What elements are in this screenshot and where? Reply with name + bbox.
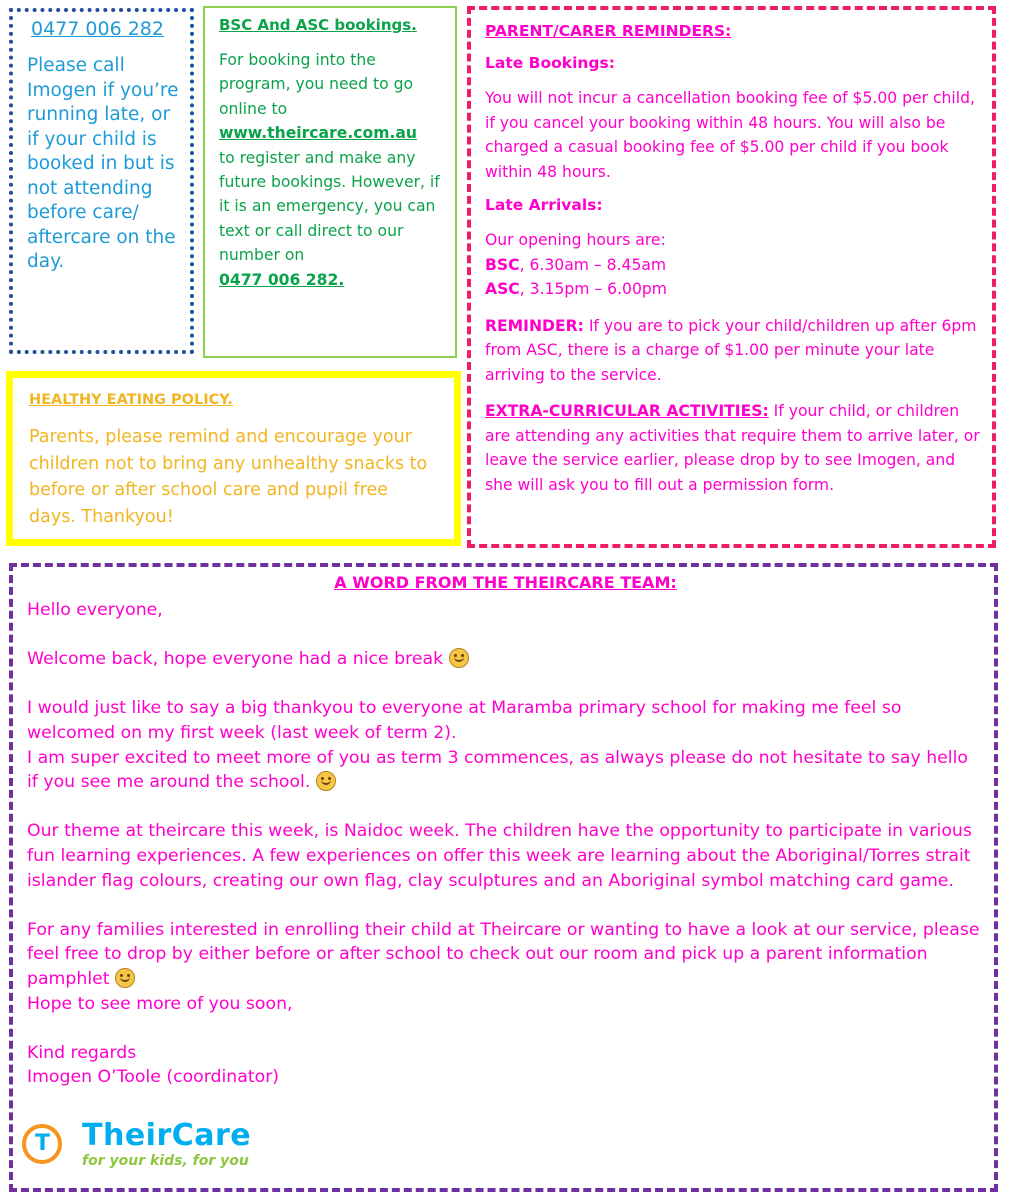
logo-wordmark: TheirCare (82, 1118, 252, 1153)
phone-contact-text: Please call Imogen if you’re running late, or if your child is booked in but is not attending before care/ aftercare on the day. (27, 55, 179, 272)
opening-hours: Our opening hours are: BSC, 6.30am – 8.45am ASC, 3.15pm – 6.00pm (485, 231, 667, 298)
logo-tagline: for your kids, for you (82, 1153, 249, 1169)
greeting: Hello everyone, (27, 600, 163, 620)
theircare-logo (22, 1120, 252, 1178)
healthy-eating-box (6, 371, 461, 546)
phone-contact-box (9, 8, 194, 354)
phone-number-link[interactable]: 0477 006 282 (31, 18, 164, 40)
smiley-icon (316, 771, 336, 791)
signature-line: Imogen O’Toole (coordinator) (27, 1067, 280, 1088)
word-from-team-box (9, 563, 998, 1192)
thanks-paragraph: I would just like to say a big thankyou to everyone at Maramba primary school for making me feel so welcomed on my first week (last week of term 2). (27, 698, 902, 743)
bookings-phone-number: 0477 006 282. (219, 270, 345, 289)
late-bookings-text: You will not incur a cancellation booking fee of $5.00 per child, if you cancel your booking within 48 hours. You will also be charged a casual booking fee of $5.00 per child if you book within 48 hours. (485, 89, 975, 181)
excited-paragraph: I am super excited to meet more of you as term 3 commences, as always please do not hesitate to say hello if you see me around the school. (27, 747, 968, 793)
bookings-title: BSC And ASC bookings. (219, 16, 417, 34)
pickup-reminder: REMINDER: If you are to pick your child/children up after 6pm from ASC, there is a charge of $1.00 per minute your late arriving to the service. (485, 316, 977, 384)
theme-paragraph: Our theme at theircare this week, is Naidoc week. The children have the opportunity to participate in various fun learning experiences. A few experiences on offer this week are learning about the Aboriginal/Torres strait islander flag colours, creating our own flag, clay sculptures and an Aboriginal symbol matching card game. (27, 821, 972, 891)
welcome-line: Welcome back, hope everyone had a nice break (27, 647, 984, 672)
word-from-team-title: A WORD FROM THE THEIRCARE TEAM: (334, 573, 677, 592)
bookings-text: For booking into the program, you need to go online to www.theircare.com.au to register and make any future bookings. However, if it is an emergency, you can text or call direct to our number on 0477 006 282. (219, 51, 440, 289)
smiley-icon (115, 968, 135, 988)
website-link[interactable]: www.theircare.com.au (219, 124, 418, 143)
smiley-icon (449, 648, 469, 668)
healthy-eating-title: HEALTHY EATING POLICY. (29, 392, 233, 408)
extra-curricular-note: EXTRA-CURRICULAR ACTIVITIES: If your child, or children are attending any activities that require them to arrive later, or leave the service earlier, please drop by to see Imogen, and she will ask you to fill out a permission form. (485, 402, 980, 494)
enrol-paragraph: For any families interested in enrolling their child at Theircare or wanting to have a look at our service, please feel free to drop by either before or after school to check out our room and pick up a parent information pamphlet (27, 919, 980, 989)
late-arrivals-heading: Late Arrivals: (485, 196, 603, 214)
regards-line: Kind regards (27, 1042, 137, 1063)
logo-mark-icon: T (22, 1124, 62, 1164)
reminders-box (467, 6, 996, 548)
bookings-box (203, 6, 457, 358)
late-bookings-heading: Late Bookings: (485, 54, 615, 72)
reminders-title: PARENT/CARER REMINDERS: (485, 22, 732, 40)
hope-line: Hope to see more of you soon, (27, 993, 293, 1014)
healthy-eating-text: Parents, please remind and encourage your children not to bring any unhealthy snacks to before or after school care and pupil free days. Thankyou! (29, 427, 428, 527)
